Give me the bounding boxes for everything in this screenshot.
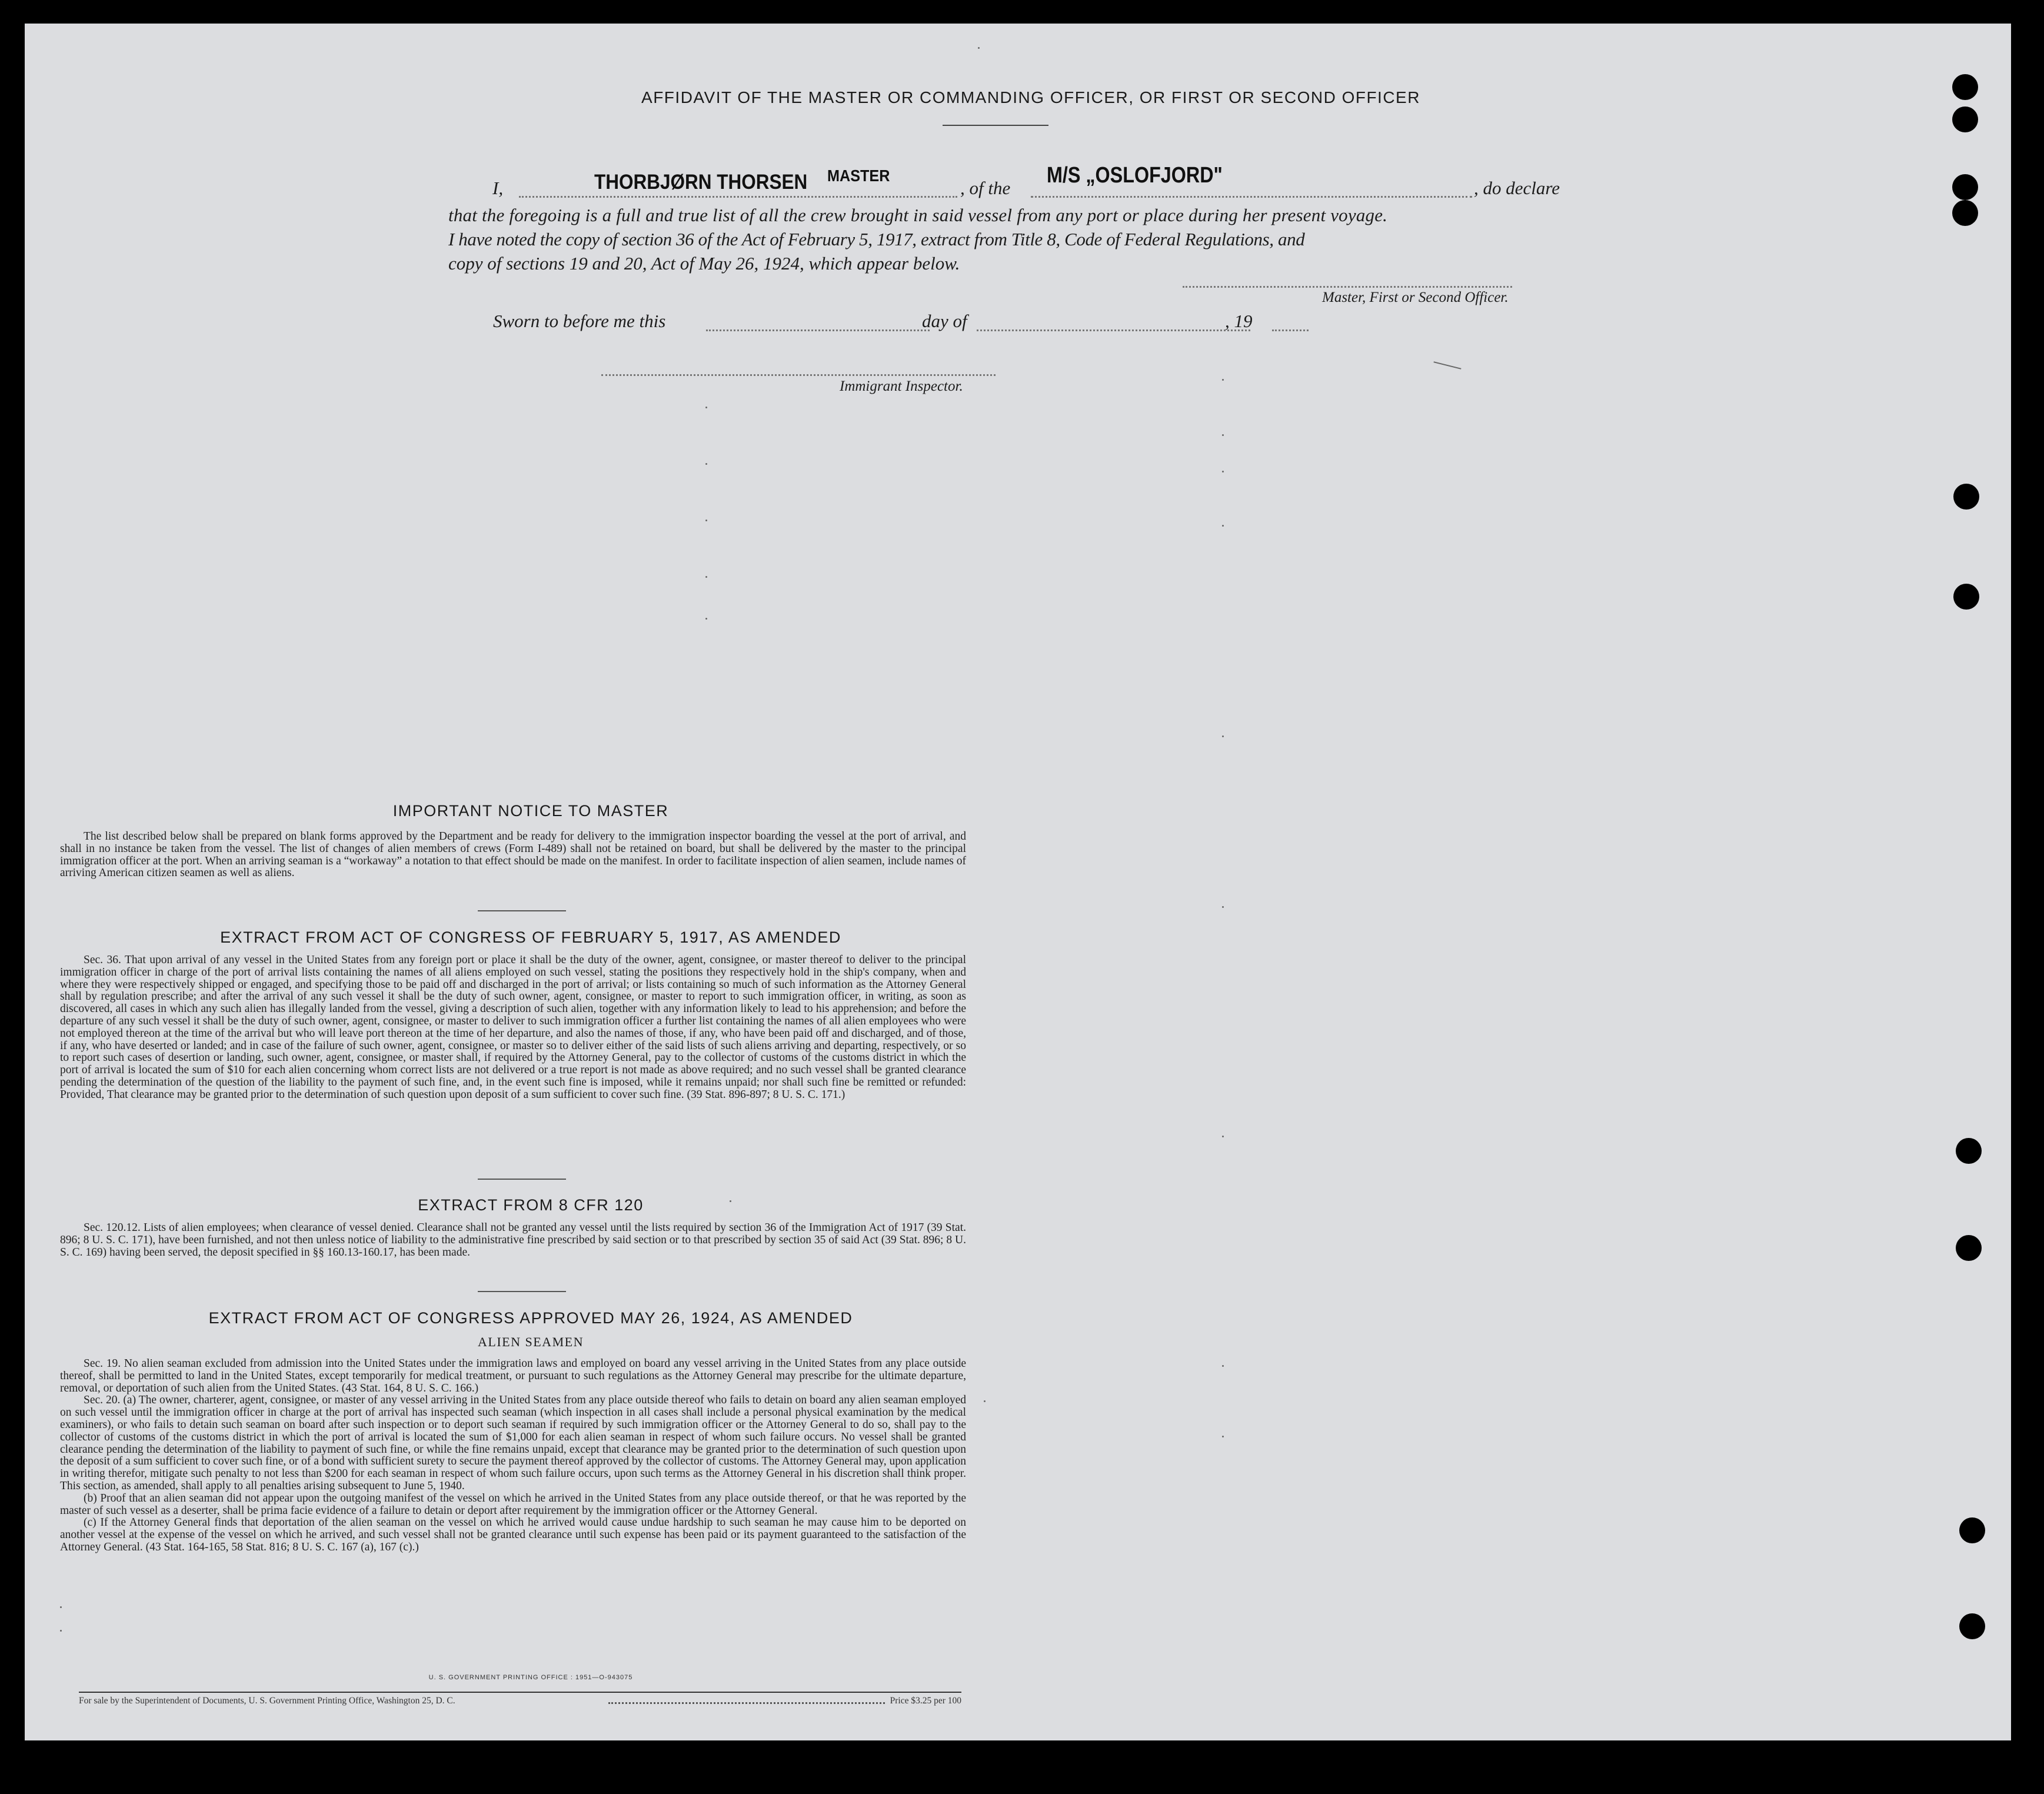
footer-dot-leader: [608, 1702, 885, 1704]
declaration-line-1: that the foregoing is a full and true list of all the crew brought in said vessel from any port or place during her present voyage.: [448, 205, 1388, 225]
punch-hole: [1956, 1235, 1982, 1261]
section-19-paragraph: Sec. 19. No alien seaman excluded from admission into the United States under the immigration laws and employed on board any vessel arriving in the United States from any place outside thereof, shall be permitted to land in the United States, except temporarily for medical treatment, or pursuant to such regulations as the Attorney General may prescribe for the ultimate departure, removal, or deportation of such alien from the United States. (43 Stat. 164, 8 U. S. C. 166.): [60, 1357, 966, 1394]
punch-hole: [1952, 174, 1978, 200]
title-divider: [943, 125, 1048, 126]
scan-speck: [1222, 1365, 1224, 1367]
vessel-line: [1031, 196, 1472, 198]
extract-1917-divider: [478, 1179, 566, 1180]
i-label: I,: [492, 178, 504, 198]
for-sale-text: For sale by the Superintendent of Documents, U. S. Government Printing Office, Washington 25, D. C.: [79, 1696, 455, 1706]
scan-speck: [705, 576, 707, 578]
sworn-year-line: [1272, 329, 1309, 331]
notice-title: IMPORTANT NOTICE TO MASTER: [392, 802, 669, 820]
scan-speck: [1222, 1136, 1224, 1137]
sworn-day-line: [706, 329, 930, 331]
price-text: Price $3.25 per 100: [890, 1696, 961, 1706]
punch-hole: [1952, 74, 1978, 100]
extract-1917-body: [60, 954, 966, 1163]
scan-speck: [1222, 525, 1224, 527]
extract-cfr-title: EXTRACT FROM 8 CFR 120: [418, 1196, 644, 1214]
scan-speck: [60, 1606, 62, 1608]
section-20c-paragraph: (c) If the Attorney General finds that deportation of the alien seaman on the vessel on which he arrived would cause undue hardship to such seaman he may cause him to be deported on another vessel at the expense of the vessel on which he arrived, and such vessel shall not be granted clearance until such expense has been paid or its payment guaranteed to the satisfaction of the Attorney General. (43 Stat. 164-165, 58 Stat. 816; 8 U. S. C. 167 (a), 167 (c).): [60, 1516, 966, 1553]
name-line: [519, 196, 957, 198]
notice-paragraph: The list described below shall be prepared on blank forms approved by the Department and be ready for delivery to the immigration inspector boarding the vessel at the port of arrival, and shall in no instance be taken from the vessel. The list of changes of alien members of crews (Form I-489) shall not be retained on board, but shall be delivered by the master to the principal immigration officer at the port. When an arriving seaman is a “workaway” a notation to that effect should be made on the manifest. In order to facilitate inspection of alien seamen, include names of arriving American citizen seamen as well as aliens.: [60, 830, 966, 880]
punch-hole: [1953, 484, 1979, 510]
day-of-label: day of: [922, 311, 967, 331]
scan-speck: [1222, 1436, 1224, 1437]
vessel-name: M/S „OSLOFJORD": [1047, 163, 1223, 188]
master-name: THORBJØRN THORSEN: [594, 171, 808, 194]
notice-divider: [478, 910, 566, 911]
punch-hole: [1959, 1613, 1985, 1639]
master-signature-label: Master, First or Second Officer.: [1322, 289, 1509, 305]
scan-speck: [978, 47, 980, 49]
extract-1917-title: EXTRACT FROM ACT OF CONGRESS OF FEBRUARY 5, 1917, AS AMENDED: [220, 928, 841, 946]
of-the-label: , of the: [960, 178, 1011, 198]
scan-mark: [1433, 361, 1461, 370]
extract-cfr-body: [60, 1222, 966, 1272]
section-36-paragraph: Sec. 36. That upon arrival of any vessel in the United States from any foreign port or place it shall be the duty of the owner, agent, consignee, or master thereof to deliver to the principal immigration officer in charge of the port of arrival lists containing the names of all aliens employed on such vessel, stating the positions they respectively hold in the ship's company, when and where they were respectively shipped or engaged, and specifying those to be paid off and discharged in the port of arrival; or lists containing so much of such information as the Attorney General shall by regulation prescribe; and after the arrival of any such vessel it shall be the duty of such owner, agent, consignee, or master to report to such immigration officer, in writing, as soon as discovered, all cases in which any such alien has illegally landed from the vessel, giving a description of such alien, together with any information likely to lead to his apprehension; and before the departure of any such vessel it shall be the duty of such owner, agent, consignee, or master to deliver to such immigration officer a further list containing the names of all alien employees who were not employed thereon at the time of the arrival but who will leave port thereon at the time of her departure, and also the names of those, if any, who have been paid off and discharged, and of those, if any, who have deserted or landed; and in case of the failure of such owner, agent, consignee, or master so to deliver either of the said lists of such aliens arriving and departing, respectively, or so to report such cases of desertion or landing, such owner, agent, consignee, or master shall, if required by the Attorney General, pay to the collector of customs of the customs district in which the port of arrival is located the sum of $10 for each alien concerning whom correct lists are not delivered or a true report is not made as above required; and no such vessel shall be granted clearance pending the determination of the question of the liability to the payment of such fine, and, in the event such fine is imposed, while it remains unpaid; nor shall such fine be remitted or refunded: Provided, That clearance may be granted prior to the determination of such question upon deposit of a sum sufficient to cover such fine. (39 Stat. 896-897; 8 U. S. C. 171.): [60, 954, 966, 1101]
year-label: , 19: [1225, 311, 1253, 331]
master-role: MASTER: [827, 167, 890, 185]
scan-speck: [1222, 379, 1224, 381]
punch-hole: [1959, 1517, 1985, 1543]
punch-hole: [1953, 584, 1979, 610]
master-signature-line: [1183, 286, 1512, 288]
do-declare-label: , do declare: [1474, 178, 1560, 198]
alien-seamen-subtitle: ALIEN SEAMEN: [478, 1334, 584, 1349]
punch-hole: [1952, 200, 1978, 226]
scan-speck: [730, 1200, 731, 1202]
scan-speck: [60, 1630, 62, 1632]
scan-speck: [1222, 735, 1224, 737]
sworn-month-line: [977, 329, 1250, 331]
section-120-paragraph: Sec. 120.12. Lists of alien employees; when clearance of vessel denied. Clearance shall not be granted any vessel until the lists required by section 36 of the Immigration Act of 1917 (39 Stat. 896; 8 U. S. C. 171), have been furnished, and not then unless notice of liability to the administrative fine prescribed by said section or to that prescribed by section 35 of said Act (39 Stat. 896; 8 U. S. C. 169) having been served, the deposit specified in §§ 160.13-160.17, has been made.: [60, 1221, 966, 1259]
inspector-signature-line: [601, 374, 996, 376]
scan-speck: [705, 407, 707, 408]
declaration-line-3: copy of sections 19 and 20, Act of May 26, 1924, which appear below.: [448, 253, 960, 274]
scan-speck: [1222, 434, 1224, 436]
section-20a-paragraph: Sec. 20. (a) The owner, charterer, agent, consignee, or master of any vessel arriving in the United States from any place outside thereof who fails to detain on board any alien seaman employed on such vessel until the immigration officer in charge at the port of arrival has inspected such seaman (which inspection in all cases shall include a personal physical examination by the medical examiners), or who fails to detain such seaman on board after such inspection or to deport such seaman if required by such immigration officer or the Attorney General to do so, shall pay to the collector of customs of the customs district in which the port of arrival is located the sum of $1,000 for each alien seaman in respect of whom such failure occurs. No vessel shall be granted clearance pending the determination of the liability to payment of such fine, or while the fine remains unpaid, except that clearance may be granted prior to the determination of such question upon the deposit of a sum sufficient to cover such fine, or of a bond with sufficient surety to secure the payment thereof approved by the collector of customs. The Attorney General may, upon application in writing therefor, mitigate such penalty to not less than $200 for each seaman in respect of whom such failure occurs, upon such terms as the Attorney General in his discretion shall think proper. This section, as amended, shall apply to all penalties arising subsequent to June 5, 1940.: [60, 1394, 966, 1492]
scan-speck: [984, 1400, 986, 1402]
scan-speck: [705, 520, 707, 521]
declaration-line-2: I have noted the copy of section 36 of the Act of February 5, 1917, extract from Title 8, Code of Federal Regulations, and: [448, 229, 1305, 249]
punch-hole: [1952, 106, 1978, 132]
printing-office-line: U. S. GOVERNMENT PRINTING OFFICE : 1951—O-943075: [428, 1674, 633, 1681]
footer-rule: [79, 1692, 961, 1693]
punch-hole: [1956, 1138, 1982, 1164]
sworn-label: Sworn to before me this: [493, 311, 666, 331]
footer-line: [79, 1696, 961, 1708]
document-page: [25, 24, 2011, 1740]
extract-1924-title: EXTRACT FROM ACT OF CONGRESS APPROVED MAY 26, 1924, AS AMENDED: [208, 1309, 853, 1327]
notice-body: [60, 831, 966, 898]
section-20b-paragraph: (b) Proof that an alien seaman did not appear upon the outgoing manifest of the vessel on which he arrived in the United States from any place outside thereof, or that he was reported by the master of such vessel as a deserter, shall be prima facie evidence of a failure to detain or deport after requirement by the immigration officer or the Attorney General.: [60, 1492, 966, 1517]
declaration-text: [448, 203, 1572, 275]
affidavit-title: AFFIDAVIT OF THE MASTER OR COMMANDING OFFICER, OR FIRST OR SECOND OFFICER: [641, 88, 1420, 106]
inspector-signature-label: Immigrant Inspector.: [840, 378, 963, 394]
extract-cfr-divider: [478, 1291, 566, 1292]
scan-speck: [705, 618, 707, 620]
extract-1924-body: [60, 1358, 966, 1664]
scan-speck: [705, 463, 707, 465]
scan-speck: [1222, 471, 1224, 472]
scan-speck: [1222, 906, 1224, 908]
